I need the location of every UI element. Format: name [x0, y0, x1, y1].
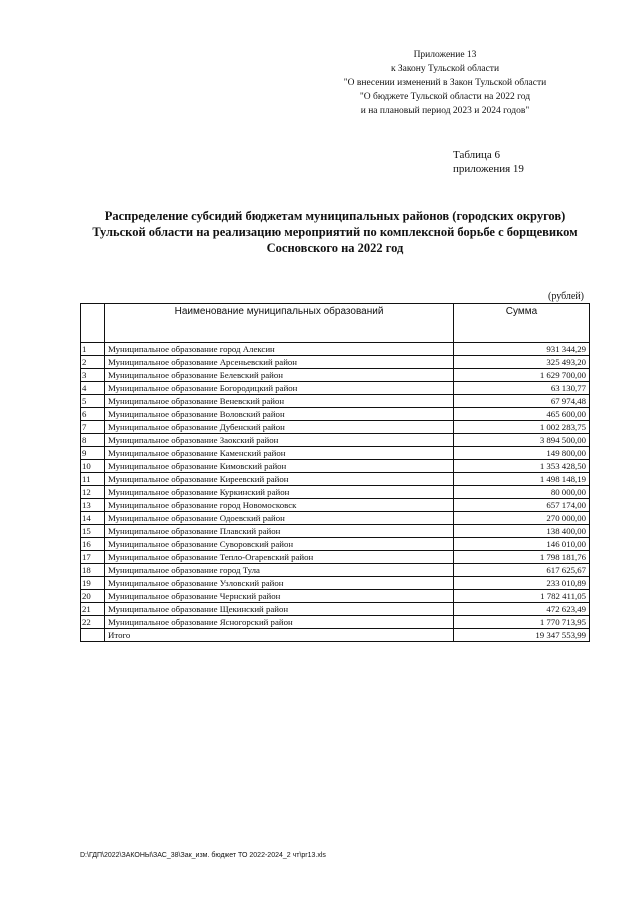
subsidy-sum: 1 798 181,76: [454, 551, 590, 564]
municipality-name: Муниципальное образование город Алексин: [105, 343, 454, 356]
row-number: 20: [81, 590, 105, 603]
table-row: [81, 434, 590, 447]
row-number: 15: [81, 525, 105, 538]
total-label: Итого: [105, 629, 454, 642]
municipality-name: Муниципальное образование Воловский район: [105, 408, 454, 421]
row-number: 7: [81, 421, 105, 434]
table-number: Таблица 6: [453, 149, 501, 161]
row-number: 10: [81, 460, 105, 473]
header-line: и на плановый период 2023 и 2024 годов": [360, 106, 530, 116]
total-row: [81, 629, 590, 642]
municipality-name: Муниципальное образование Киреевский район: [105, 473, 454, 486]
row-number: 8: [81, 434, 105, 447]
header-line: к Закону Тульской области: [390, 64, 500, 74]
table-row: [81, 473, 590, 486]
municipality-name: Муниципальное образование Чернский район: [105, 590, 454, 603]
municipality-name: Муниципальное образование город Новомосковск: [105, 499, 454, 512]
row-number: 21: [81, 603, 105, 616]
appendix-number: приложения 19: [453, 163, 524, 175]
municipality-name: Муниципальное образование Куркинский район: [105, 486, 454, 499]
subsidy-sum: 1 770 713,95: [454, 616, 590, 629]
table-reference: [453, 148, 524, 176]
row-number: 9: [81, 447, 105, 460]
table-row: [81, 538, 590, 551]
table-row: [81, 525, 590, 538]
subsidy-sum: 146 010,00: [454, 538, 590, 551]
row-number: 3: [81, 369, 105, 382]
subsidy-sum: 1 498 148,19: [454, 473, 590, 486]
municipality-name: Муниципальное образование Белевский район: [105, 369, 454, 382]
municipality-name: Муниципальное образование Арсеньевский район: [105, 356, 454, 369]
subsidy-sum: 657 174,00: [454, 499, 590, 512]
file-path-footer: D:\ГДП\2022\ЗАКОНЫ\ЗАС_38\Зак_изм. бюджет ТО 2022-2024_2 чт\pr13.xls: [80, 852, 326, 859]
table-row: [81, 421, 590, 434]
row-number: 16: [81, 538, 105, 551]
subsidy-sum: 3 894 500,00: [454, 434, 590, 447]
row-number: 14: [81, 512, 105, 525]
row-number: 2: [81, 356, 105, 369]
number-column-header: [81, 304, 105, 343]
subsidy-sum: 1 002 283,75: [454, 421, 590, 434]
municipality-name: Муниципальное образование Щекинский район: [105, 603, 454, 616]
municipality-name: Муниципальное образование Дубенский район: [105, 421, 454, 434]
subsidy-sum: 931 344,29: [454, 343, 590, 356]
row-number: 1: [81, 343, 105, 356]
subsidy-sum: 270 000,00: [454, 512, 590, 525]
municipality-name: Муниципальное образование Каменский район: [105, 447, 454, 460]
subsidy-sum: 472 623,49: [454, 603, 590, 616]
subsidy-sum: 617 625,67: [454, 564, 590, 577]
table-row: [81, 577, 590, 590]
municipality-name: Муниципальное образование Ясногорский район: [105, 616, 454, 629]
municipality-name: Муниципальное образование Богородицкий район: [105, 382, 454, 395]
table-row: [81, 603, 590, 616]
municipality-name: Муниципальное образование город Тула: [105, 564, 454, 577]
table-row: [81, 486, 590, 499]
row-number: 18: [81, 564, 105, 577]
sum-column-header: Сумма: [454, 304, 590, 343]
table-row: [81, 369, 590, 382]
total-number-cell: [81, 629, 105, 642]
municipality-name: Муниципальное образование Заокский район: [105, 434, 454, 447]
subsidy-sum: 63 130,77: [454, 382, 590, 395]
subsidy-sum: 80 000,00: [454, 486, 590, 499]
row-number: 22: [81, 616, 105, 629]
units-label: (рублей): [548, 291, 585, 302]
table-header-row: [81, 304, 590, 343]
header-line: "О бюджете Тульской области на 2022 год: [359, 92, 531, 102]
subsidy-sum: 1 353 428,50: [454, 460, 590, 473]
header-line: "О внесении изменений в Закон Тульской области: [343, 78, 547, 88]
municipality-name: Муниципальное образование Одоевский район: [105, 512, 454, 525]
row-number: 17: [81, 551, 105, 564]
subsidy-sum: 465 600,00: [454, 408, 590, 421]
subsidy-sum: 325 493,20: [454, 356, 590, 369]
row-number: 11: [81, 473, 105, 486]
municipality-name: Муниципальное образование Плавский район: [105, 525, 454, 538]
municipality-name: Муниципальное образование Тепло-Огаревский район: [105, 551, 454, 564]
title-line: Сосновского на 2022 год: [266, 241, 404, 255]
table-row: [81, 447, 590, 460]
table-row: [81, 551, 590, 564]
subsidy-sum: 233 010,89: [454, 577, 590, 590]
subsidy-sum: 1 782 411,05: [454, 590, 590, 603]
table-row: [81, 343, 590, 356]
header-line: Приложение 13: [413, 50, 477, 60]
row-number: 12: [81, 486, 105, 499]
table-row: [81, 408, 590, 421]
table-row: [81, 499, 590, 512]
subsidy-sum: 1 629 700,00: [454, 369, 590, 382]
municipality-name: Муниципальное образование Веневский район: [105, 395, 454, 408]
name-column-header: Наименование муниципальных образований: [105, 304, 454, 343]
row-number: 4: [81, 382, 105, 395]
table-row: [81, 564, 590, 577]
municipality-name: Муниципальное образование Узловский район: [105, 577, 454, 590]
table-row: [81, 512, 590, 525]
municipality-name: Муниципальное образование Суворовский район: [105, 538, 454, 551]
title-line: Тульской области на реализацию мероприятий по комплексной борьбе с борщевиком: [92, 225, 578, 239]
document-header: [300, 48, 590, 118]
subsidy-sum: 149 800,00: [454, 447, 590, 460]
municipality-name: Муниципальное образование Кимовский район: [105, 460, 454, 473]
row-number: 5: [81, 395, 105, 408]
row-number: 6: [81, 408, 105, 421]
total-sum: 19 347 553,99: [454, 629, 590, 642]
row-number: 13: [81, 499, 105, 512]
subsidy-table: [80, 303, 590, 642]
table-row: [81, 616, 590, 629]
document-title: [70, 208, 600, 256]
row-number: 19: [81, 577, 105, 590]
table-row: [81, 356, 590, 369]
table-row: [81, 395, 590, 408]
subsidy-sum: 138 400,00: [454, 525, 590, 538]
subsidy-sum: 67 974,48: [454, 395, 590, 408]
table-row: [81, 460, 590, 473]
table-row: [81, 382, 590, 395]
table-row: [81, 590, 590, 603]
title-line: Распределение субсидий бюджетам муниципальных районов (городских округов): [104, 209, 566, 223]
